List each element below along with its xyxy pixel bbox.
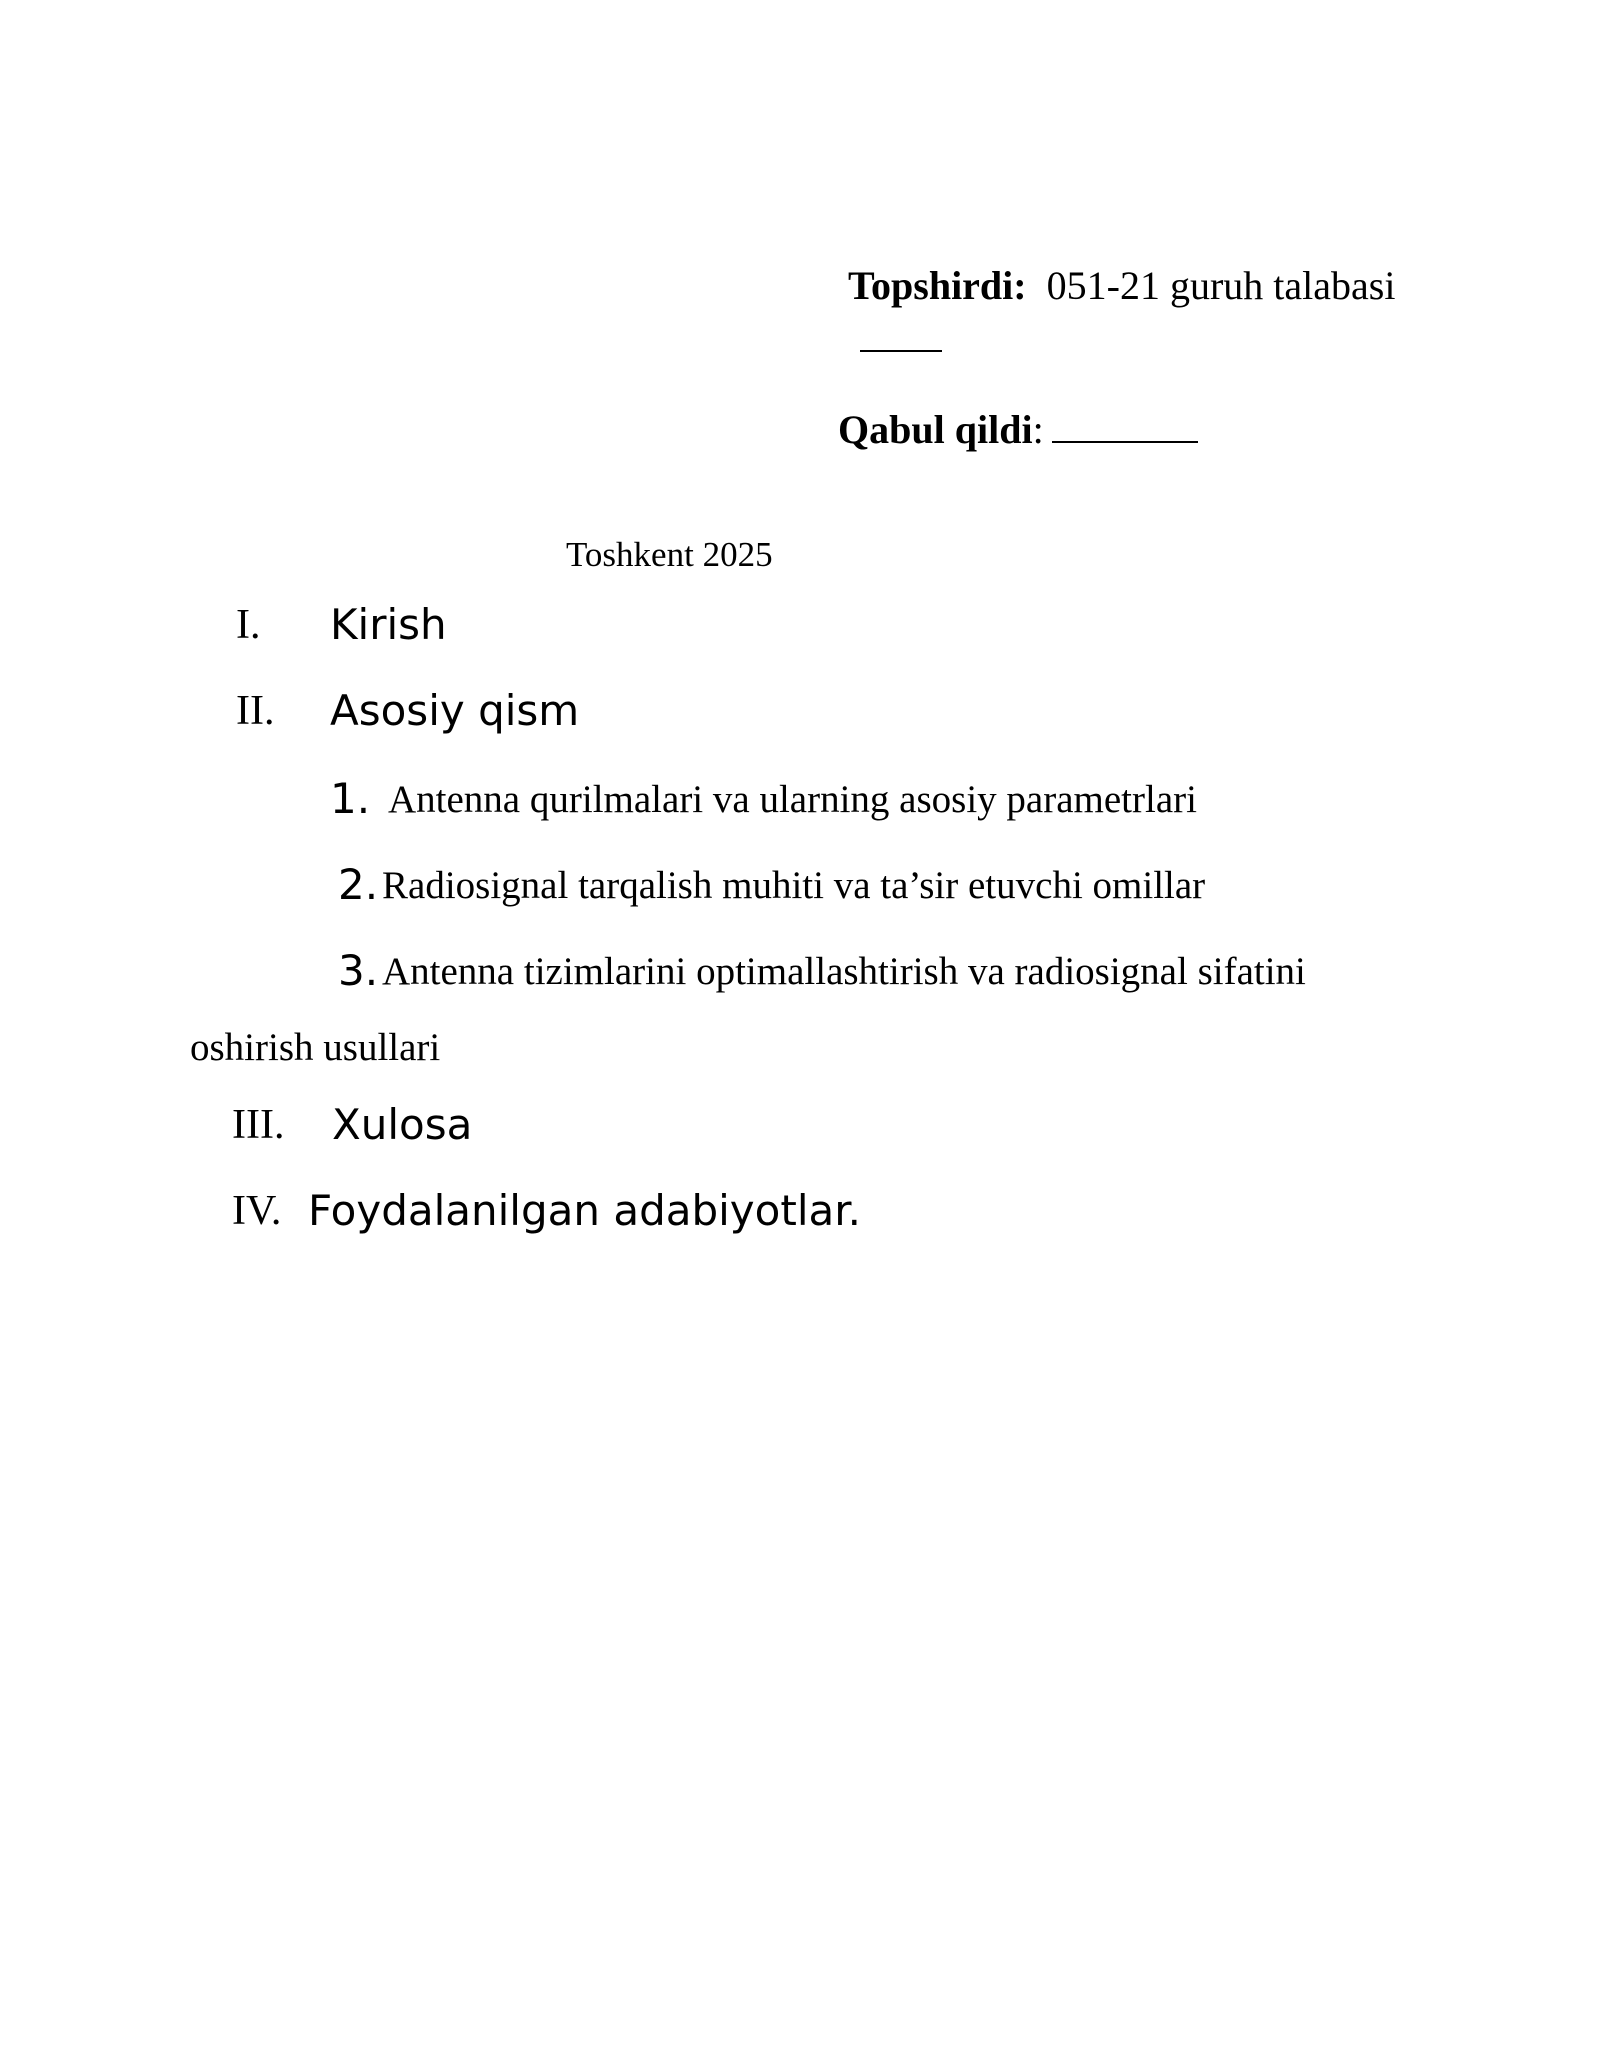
toc-section-title: Xulosa — [332, 1100, 473, 1149]
toc-section-title: Kirish — [330, 600, 447, 649]
toc-subsection-number: 1. — [330, 774, 371, 823]
accepted-by-label: Qabul qildi — [838, 407, 1033, 452]
toc-subsection-title: Antenna tizimlarini optimallashtirish va radiosignal sifatini — [382, 950, 1306, 993]
toc-section-number: II. — [236, 688, 275, 734]
submitted-by-label: Topshirdi: — [848, 263, 1027, 308]
accepted-by-line — [838, 407, 1198, 452]
submitted-by-value: 051-21 guruh talabasi — [1046, 263, 1396, 308]
toc-subsection-title: Antenna qurilmalari va ularning asosiy parametrlari — [388, 778, 1197, 821]
city-year: Toshkent 2025 — [566, 535, 773, 574]
submitted-by-line — [848, 263, 1396, 308]
toc-section-title: Foydalanilgan adabiyotlar. — [308, 1186, 861, 1235]
toc-section-number: I. — [236, 602, 261, 648]
submitted-by-signature-line — [860, 350, 942, 352]
toc-subsection-number: 3. — [338, 946, 379, 995]
toc-subsection-title-continuation: oshirish usullari — [190, 1026, 441, 1069]
accepted-by-colon: : — [1032, 407, 1044, 452]
toc-section-title: Asosiy qism — [330, 686, 580, 735]
toc-subsection-number: 2. — [338, 860, 379, 909]
toc-subsection-title: Radiosignal tarqalish muhiti va ta’sir etuvchi omillar — [382, 864, 1206, 907]
toc-section-number: III. — [232, 1102, 285, 1148]
accepted-by-signature-blank — [1052, 411, 1198, 443]
toc-section-number: IV. — [232, 1188, 282, 1234]
